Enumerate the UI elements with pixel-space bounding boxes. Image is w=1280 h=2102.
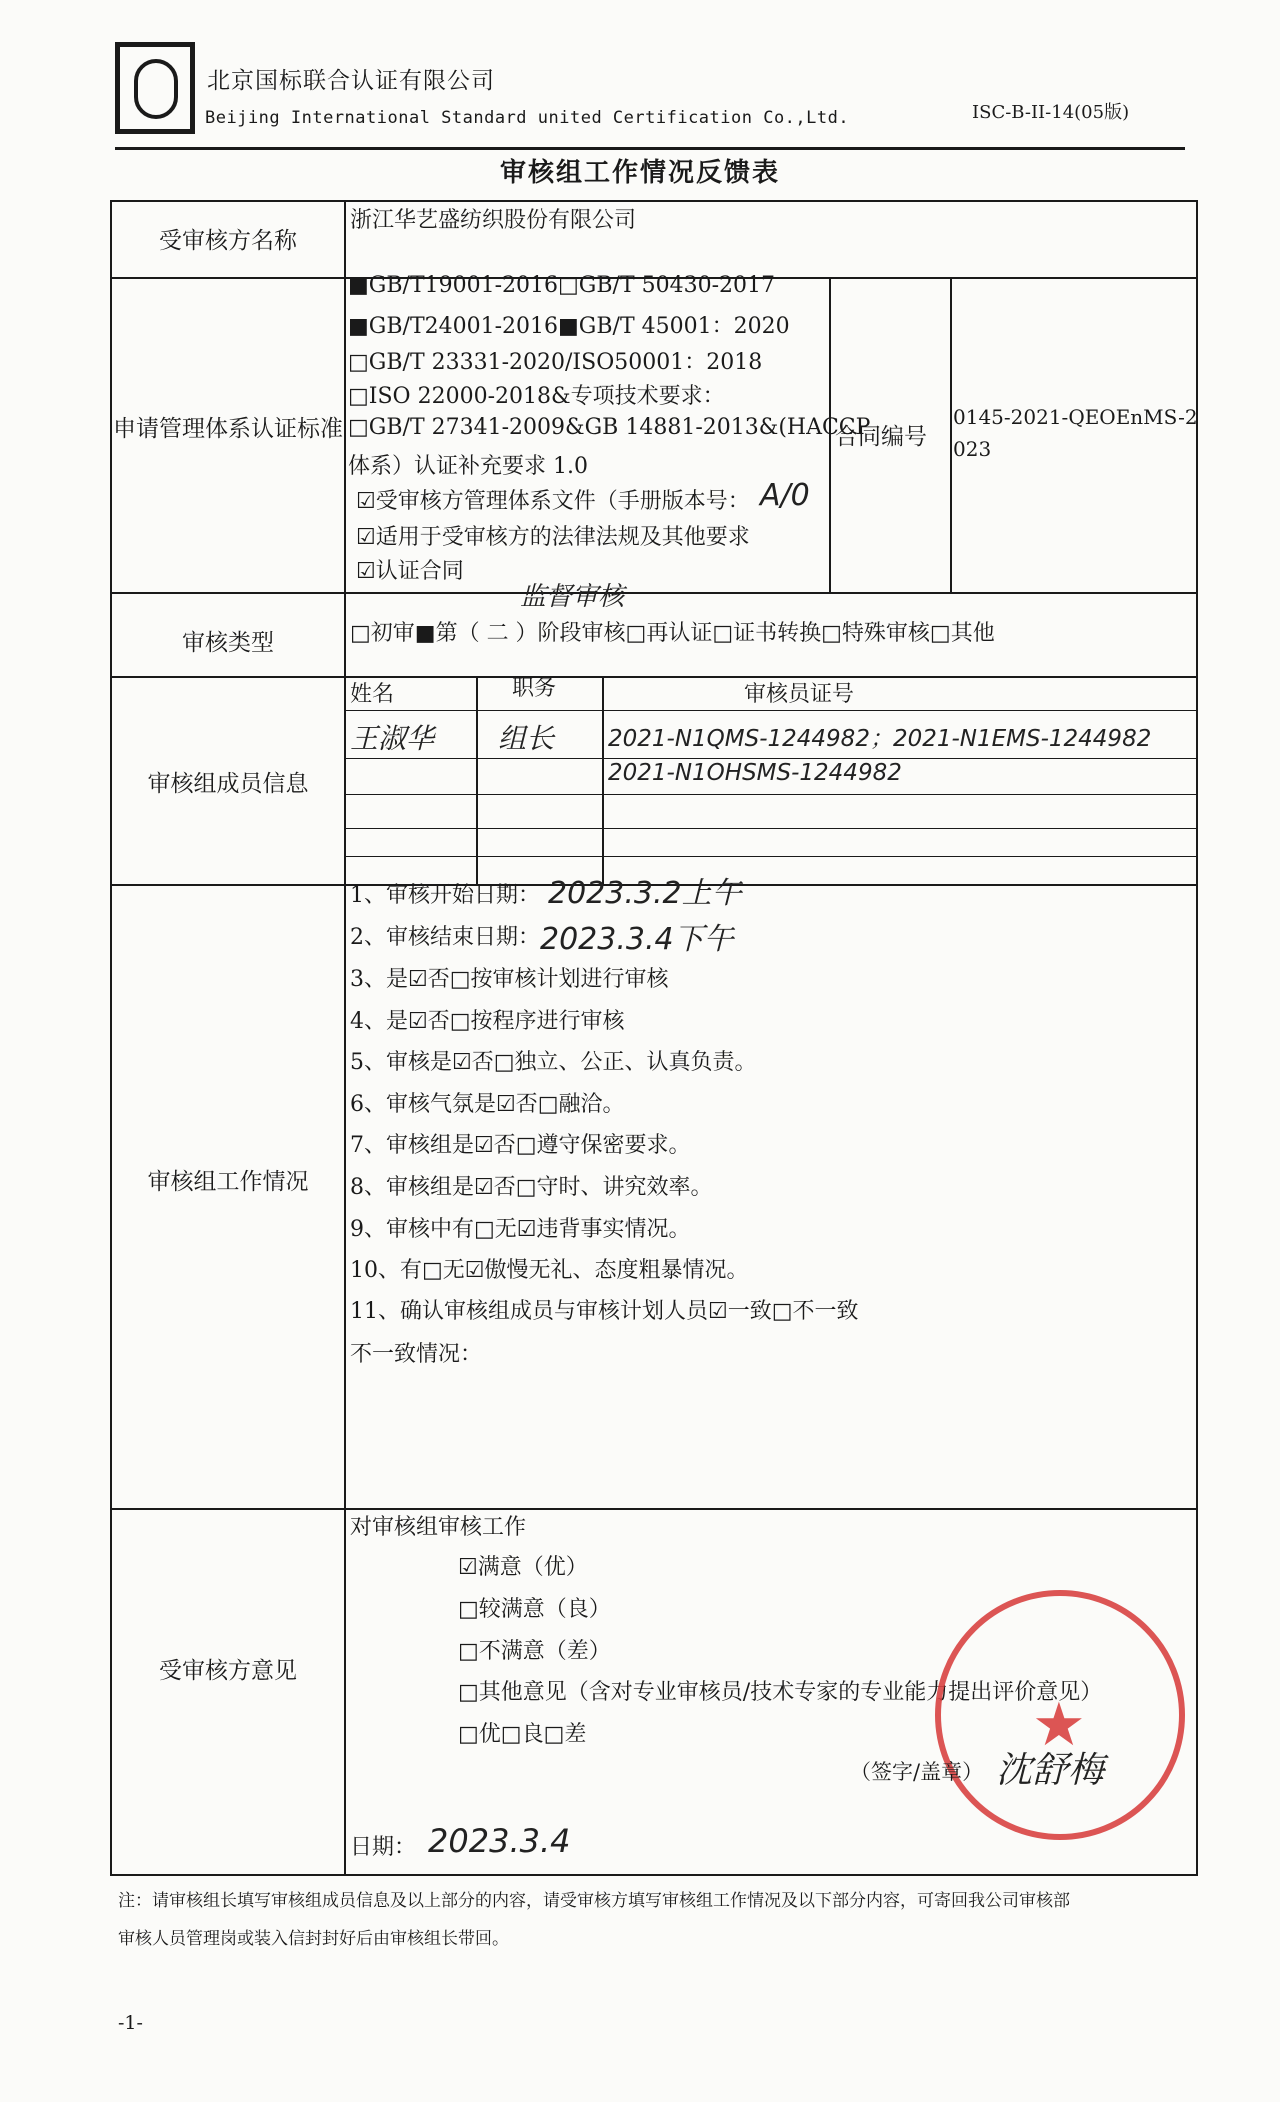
standard-line: 体系）认证补充要求 1.0: [348, 454, 588, 479]
standard-line: □GB/T 23331-2020/ISO50001：2018: [348, 350, 763, 375]
standard-line: ☑受审核方管理体系文件（手册版本号：: [356, 489, 750, 514]
opinion-label: 受审核方意见: [159, 1658, 297, 1684]
footer-note-cont: 审核人员管理岗或装入信封封好后由审核组长带回。: [118, 1929, 509, 1949]
standard-line: ☑适用于受审核方的法律法规及其他要求: [356, 525, 750, 550]
date-label: 日期：: [350, 1835, 417, 1860]
work-item-11: 11、确认审核组成员与审核计划人员☑一致□不一致: [350, 1299, 859, 1324]
opinion-option-5: □优□良□差: [458, 1722, 587, 1747]
signature-handwriting: 沈舒梅: [996, 1750, 1105, 1791]
start-date-handwriting: 2023.3.2上午: [548, 876, 742, 911]
contract-number-cont: 023: [953, 437, 992, 461]
inconsistent-label: 不一致情况：: [350, 1342, 483, 1367]
row-divider: [110, 592, 1198, 594]
end-date-handwriting: 2023.3.4下午: [540, 922, 734, 957]
contract-label: 合同编号: [835, 424, 927, 450]
col-header-role: 职务: [512, 676, 557, 701]
row-divider: [110, 1508, 1198, 1510]
contract-number: 0145-2021-QEOEnMS-2: [953, 405, 1198, 429]
work-item-2: 2、审核结束日期：: [350, 925, 540, 950]
audit-type-options: □初审■第（ 二 ）阶段审核□再认证□证书转换□特殊审核□其他: [350, 621, 995, 646]
label-column-divider: [344, 200, 346, 1876]
members-label: 审核组成员信息: [147, 771, 309, 797]
member-row-line: [344, 710, 1198, 711]
work-item-5: 5、审核是☑否□独立、公正、认真负责。: [350, 1050, 757, 1075]
col-divider: [476, 676, 478, 884]
member-name-handwriting: 王淑华: [350, 722, 435, 755]
col-divider: [950, 277, 952, 592]
member-cert-handwriting: 2021-N1QMS-1244982；2021-N1EMS-1244982: [608, 726, 1152, 752]
audit-type-label: 审核类型: [182, 630, 274, 656]
member-row-line: [344, 856, 1198, 857]
work-item-9: 9、审核中有□无☑违背事实情况。: [350, 1217, 691, 1242]
standard-line: ☑认证合同: [356, 559, 464, 584]
opinion-option-1: ☑满意（优）: [458, 1555, 588, 1580]
date-handwriting: 2023.3.4: [428, 1822, 571, 1860]
signature-label: （签字/盖章）: [850, 1760, 984, 1784]
col-header-name: 姓名: [350, 682, 395, 707]
row-divider: [110, 676, 1198, 678]
member-row-line: [344, 794, 1198, 795]
opinion-intro: 对审核组审核工作: [350, 1515, 527, 1540]
work-item-1: 1、审核开始日期：: [350, 883, 540, 908]
work-item-3: 3、是☑否□按审核计划进行审核: [350, 967, 669, 992]
work-label: 审核组工作情况: [147, 1169, 309, 1195]
opinion-option-3: □不满意（差）: [458, 1639, 611, 1664]
header-divider: [115, 147, 1185, 150]
auditee-name: 浙江华艺盛纺织股份有限公司: [350, 208, 637, 233]
work-item-10: 10、有□无☑傲慢无礼、态度粗暴情况。: [350, 1258, 749, 1283]
seal-star-icon: ★: [1032, 1690, 1086, 1760]
member-role-handwriting: 组长: [498, 722, 555, 755]
standard-line: □ISO 22000-2018&专项技术要求：: [348, 384, 725, 409]
col-divider: [602, 676, 604, 884]
standard-line: ■GB/T19001-2016□GB/T 50430-2017: [348, 273, 776, 298]
audit-type-handwriting: 监督审核: [520, 582, 625, 612]
member-row-line: [344, 758, 1198, 759]
form-title: 审核组工作情况反馈表: [499, 158, 780, 188]
member-cert-handwriting: 2021-N1OHSMS-1244982: [608, 760, 902, 786]
standards-label: 申请管理体系认证标准: [113, 416, 343, 442]
footer-note: 注：请审核组长填写审核组成员信息及以上部分的内容，请受审核方填写审核组工作情况及以下部分内容，可寄回我公司审核部: [118, 1891, 1070, 1911]
work-item-7: 7、审核组是☑否□遵守保密要求。: [350, 1133, 691, 1158]
company-name-en: Beijing International Standard united Certification Co.,Ltd.: [205, 108, 850, 128]
standard-line: □GB/T 27341-2009&GB 14881-2013&(HACCP: [348, 415, 871, 440]
auditee-label: 受审核方名称: [159, 228, 297, 254]
logo-mark-icon: [134, 59, 178, 119]
page-number: -1-: [118, 2012, 143, 2034]
manual-version-handwriting: A/0: [760, 478, 810, 513]
col-header-cert: 审核员证号: [744, 682, 855, 707]
work-item-4: 4、是☑否□按程序进行审核: [350, 1009, 625, 1034]
opinion-option-2: □较满意（良）: [458, 1597, 611, 1622]
document-code: ISC-B-II-14(05版): [972, 102, 1130, 123]
member-row-line: [344, 828, 1198, 829]
work-item-6: 6、审核气氛是☑否□融洽。: [350, 1092, 625, 1117]
standard-line: ■GB/T24001-2016■GB/T 45001：2020: [348, 314, 790, 339]
company-name-cn: 北京国标联合认证有限公司: [207, 68, 495, 94]
work-item-8: 8、审核组是☑否□守时、讲究效率。: [350, 1175, 713, 1200]
company-logo: [115, 42, 195, 134]
opinion-option-4: □其他意见（含对专业审核员/技术专家的专业能力提出评价意见）: [458, 1680, 1103, 1705]
